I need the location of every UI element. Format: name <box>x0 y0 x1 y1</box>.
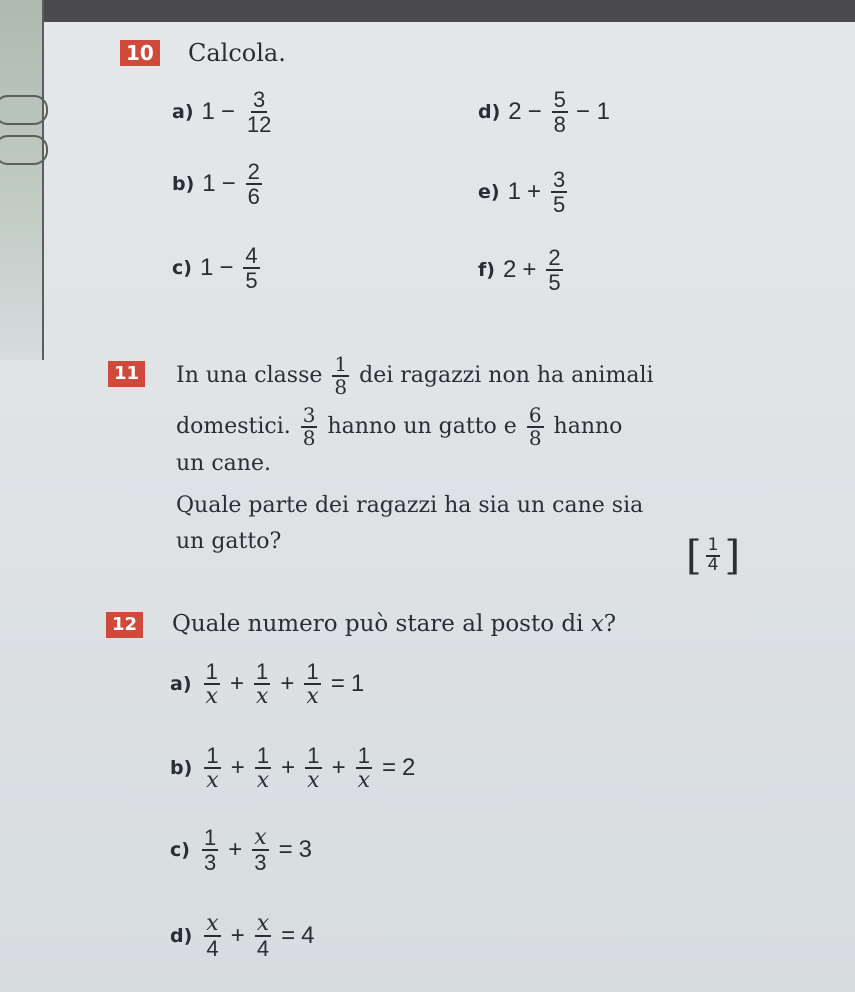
ex11-line-2: domestici. $\frac{3}{8}$ hanno un gatto e $\frac{6}{8}$ hanno <box>176 403 623 450</box>
ex11-answer: [ $\frac{1}{4}$ ] <box>686 533 741 579</box>
ex12-item-c: c) $\frac{1}{3}$ + $\frac{x}{3}$ = 3 <box>170 825 313 876</box>
top-dark-edge <box>0 0 855 22</box>
fraction: $\frac{1}{x}$ <box>206 743 219 794</box>
ex11-line-1: In una classe $\frac{1}{8}$ dei ragazzi non ha animali <box>176 352 654 399</box>
fraction: $\frac{x}{4}$ <box>256 911 270 962</box>
fraction: $\frac{3}{12}$ <box>246 87 272 138</box>
fraction: $\frac{1}{x}$ <box>256 743 270 794</box>
fraction: $\frac{1}{8}$ <box>334 352 348 399</box>
binder-hole-icon <box>0 95 48 125</box>
fraction: $\frac{1}{3}$ <box>203 825 217 876</box>
fraction: $\frac{x}{4}$ <box>206 911 219 962</box>
ex11-line-5: un gatto? <box>176 529 282 554</box>
fraction: $\frac{3}{5}$ <box>552 167 566 218</box>
fraction: $\frac{2}{5}$ <box>548 245 561 296</box>
fraction: $\frac{1}{4}$ <box>707 535 719 575</box>
exercise-10-title: Calcola. <box>188 39 286 67</box>
fraction: $\frac{1}{x}$ <box>255 659 269 710</box>
ex10-item-f: f) 2 + $\frac{2}{5}$ <box>478 245 561 296</box>
left-margin-strip <box>0 0 44 360</box>
ex11-line-4: Quale parte dei ragazzi ha sia un cane sia <box>176 493 644 518</box>
ex12-item-b: b) $\frac{1}{x}$ + $\frac{1}{x}$ + $\frac{1}{x}$ + $\frac{1}{x}$ = 2 <box>170 743 416 794</box>
exercise-number-10: 10 <box>120 40 160 66</box>
ex12-item-a: a) $\frac{1}{x}$ + $\frac{1}{x}$ + $\frac{1}{x}$ = 1 <box>170 659 365 710</box>
fraction: $\frac{1}{x}$ <box>205 659 218 710</box>
ex11-line-3: un cane. <box>176 451 271 476</box>
fraction: $\frac{1}{x}$ <box>306 659 319 710</box>
exercise-number-12: 12 <box>106 612 143 638</box>
ex10-item-a: a) 1 − $\frac{3}{12}$ <box>172 87 272 138</box>
fraction: $\frac{5}{8}$ <box>553 87 566 138</box>
exercise-number-11: 11 <box>108 361 145 387</box>
ex12-item-d: d) $\frac{x}{4}$ + $\frac{x}{4}$ = 4 <box>170 911 315 962</box>
fraction: $\frac{4}{5}$ <box>245 243 258 294</box>
fraction: $\frac{x}{3}$ <box>254 825 267 876</box>
fraction: $\frac{2}{6}$ <box>247 159 260 210</box>
ex10-item-c: c) 1 − $\frac{4}{5}$ <box>172 243 258 294</box>
fraction: $\frac{1}{x}$ <box>357 743 371 794</box>
binder-hole-icon <box>0 135 48 165</box>
fraction: $\frac{3}{8}$ <box>302 403 316 450</box>
exercise-12-title: Quale numero può stare al posto di x ? <box>172 611 617 637</box>
fraction: $\frac{1}{x}$ <box>307 743 320 794</box>
fraction: $\frac{6}{8}$ <box>528 403 542 450</box>
ex10-item-d: d) 2 − $\frac{5}{8}$ − 1 <box>478 87 610 138</box>
ex10-item-b: b) 1 − $\frac{2}{6}$ <box>172 159 260 210</box>
ex10-item-e: e) 1 + $\frac{3}{5}$ <box>478 167 566 218</box>
